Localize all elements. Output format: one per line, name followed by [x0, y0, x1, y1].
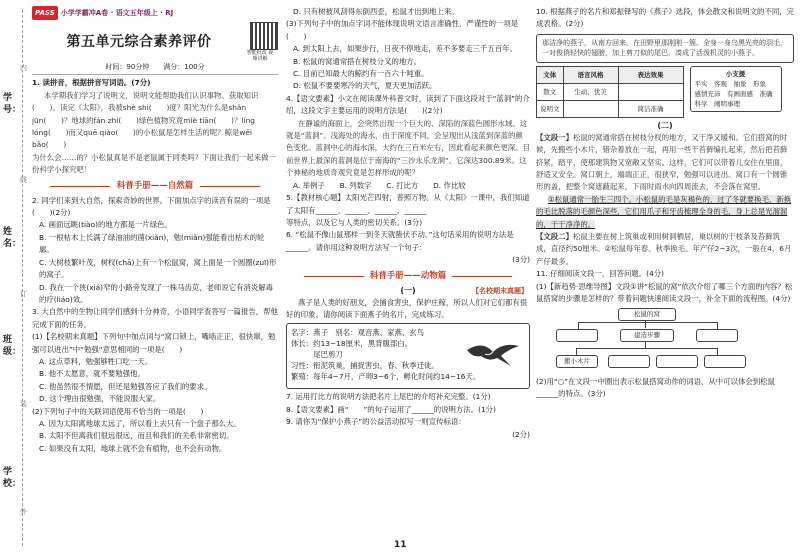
name-label: 姓名：: [3, 227, 22, 249]
passage-2-head: 【文段二】: [536, 232, 573, 242]
table-header: 语言风格: [563, 66, 618, 83]
page-number: 11: [394, 540, 407, 550]
table-cell: 简洁准确: [618, 100, 683, 117]
q3-3-option: D. 松鼠不要要寒冷的天气，夏天更加活跃。: [293, 81, 437, 91]
exam-title: 第五单元综合素养评价: [66, 34, 212, 51]
support-box: [690, 66, 782, 112]
card-line: 体长：约13~18厘米，黑背腹部白。: [291, 339, 413, 349]
flow-connector: [645, 320, 646, 328]
question-1: 1. 读拼音，根据拼音写词语。(7分): [32, 78, 151, 88]
question-9: 9. 请你为“保护小燕子”的公益活动拟写一则宣传标语：: [286, 417, 466, 427]
flow-connector: [576, 348, 718, 355]
qr-block[interactable]: [246, 22, 278, 62]
support-title: 小支援: [725, 69, 746, 78]
q3-3-option: A. 到太阳上去，如果步行，日夜不停地走，差不多要走三千五百年。: [293, 44, 517, 54]
school-label: 学校：: [3, 467, 22, 489]
flow-blank[interactable]: [704, 355, 746, 368]
q3-3-option: C. 目前已知最大的鲸约有一百六十吨重。: [293, 69, 429, 79]
swallow-card: [286, 323, 530, 389]
q2-option: A. 画面远眺(tiào)的地方都是一片绿色。: [39, 220, 172, 230]
q4-options: A. 举例子 B. 列数字 C. 打比方 D. 作比较: [293, 180, 466, 190]
passage-1: [536, 132, 794, 194]
student-id-label: 学号：: [3, 93, 22, 115]
table-row: [537, 83, 684, 100]
question-3-1: (1)【名校期末真题】下列句中加点词与“窝口锁上，嘴啮正正，很快窜，勉强可以进出”中“勉强”意思相同的一项是( ): [32, 332, 276, 354]
q3-1-option: C. 他虽然很不情愿，但还是勉强答应了我们的要求。: [39, 381, 212, 391]
binding-mark: 内: [20, 64, 27, 72]
flow-mid: 建造步骤: [620, 329, 674, 342]
flow-connector: [578, 322, 718, 329]
table-header: 表达效果: [618, 66, 683, 83]
answer-cell[interactable]: [563, 100, 618, 117]
column-3: [536, 6, 794, 400]
series-header: [32, 6, 278, 20]
flow-connector: [645, 341, 646, 348]
question-11-2: (2)用“○”在文段一中圈出表示松鼠搭窝动作的词语，从中可以体会到松鼠______的特点。(3分): [536, 376, 775, 398]
binding-mark: 装: [20, 400, 27, 408]
flow-blank[interactable]: [656, 355, 698, 368]
q2-option: B. 一根枯木上长满了绿油油的菌(xiǎn)，勉(miǎn)强能看出枯木的轮廓。: [39, 232, 265, 255]
q3-1-option: D. 只有树被风刮得东倒西歪，松鼠才出到地上来。: [293, 7, 459, 16]
table-cell: 生动、优美: [563, 83, 618, 100]
answer-cell[interactable]: [618, 83, 683, 100]
excerpt-box: 那洁净的燕子，从南方回来，在田野里那刚刚一簇。全身一身乌黑光亮的羽毛，一对俊俏轻快的翅膀，加上剪刀似的尾巴，凑成了活泼机灵的小燕子。: [536, 34, 794, 63]
title-row: [32, 22, 278, 62]
q3-1-option: A. 这点草料，勉强够牲口吃一天。: [39, 356, 153, 366]
column-1: [32, 6, 278, 455]
qr-code-icon[interactable]: [250, 22, 278, 50]
section-heading-nature: 科普手册——自然篇: [32, 179, 278, 193]
binding-mark: 订: [20, 290, 27, 298]
q4-passage: 在静谧的海面上，会突然出现一个巨大的、深陷的深蓝色圆形水域。这就是“蓝洞”。浅海处的海水，由于深度不同，会呈现出从浅蓝到深蓝的颜色变化。蓝洞中心的海水深，大约在三百米左右，因此看起来颜色更深。目前世界上最深的蓝洞是位于南海的“三沙永乐龙洞”，它深达300.89米。这个神秘的地质奇观究竟是怎样形成的呢？: [286, 118, 530, 178]
table-cell: 说明文: [537, 100, 564, 117]
passage-1-marked: ①松鼠通常一胎生三四个。小松鼠的毛是灰褐色的，过了冬就要换毛，新换的毛比脱落的毛颜色深些，它们用爪子和牙齿梳理全身的毛，身上总是光溜溜的，干干净净的。: [536, 194, 792, 229]
table-header: 文体: [537, 66, 564, 83]
source-tag: 【名校期末真题】: [472, 286, 528, 295]
swallow-intro: 燕子是人类的好朋友，会捕食害虫，保护庄稼，所以人们对它们都有很好的印象。请你阅读下面燕子的名片，完成练习。: [286, 297, 528, 319]
flow-blank[interactable]: [608, 355, 650, 368]
brand-logo: PASS: [32, 6, 58, 20]
q3-2-option: C. 如果没有太阳，地球上就不会有植物，也不会有动物。: [39, 443, 227, 453]
section-heading-animals: 科普手册——动物篇: [286, 269, 530, 283]
question-11-1: (1)【新趋势·思维导图】文段①讲“松鼠的窝”依次介绍了哪三个方面的内容？松鼠搭窝的步骤是怎样的？带着问题快速阅读文段一，补全下面的流程图。(4分): [536, 281, 793, 304]
binding-mark: 外: [20, 508, 27, 516]
q9-score: (2分): [512, 429, 530, 439]
q3-1-option: B. 他不太愿意，就不要勉强他。: [39, 369, 145, 379]
question-11: 11. 仔细阅读文段一，回答问题。(4分): [536, 269, 665, 279]
q1-text: 本学期我们学习了说明文，说明文能帮助我们认识事物、获取知识( )。读完《太阳》，我被shè shì( )度？阳光为什么是shǎn jūn( )？地球的fán zhí( )绿色植物究竟miè tiān( )？líng lóng( )而又quē qiào( )的小松鼠是怎样生活的呢？鲸是wēi bǎo( ): [32, 90, 259, 150]
comparison-table: [536, 66, 684, 118]
card-line: 繁殖：每年4~7月，产卵3~6个，孵化时间约14~16天。: [291, 372, 481, 382]
flow-step: 搬小木片: [556, 355, 598, 368]
question-8: 8.【语文要素】画“ ”的句子运用了______的说明方法。(1分): [286, 404, 496, 414]
card-line: 尾巴剪刀: [291, 350, 343, 360]
question-6: 6. “松鼠不像山鼠那样一到冬天就蛰伏不动。”这句话采用的说明方法是______。请你用这种说明方法写一个句子：: [286, 230, 514, 252]
question-3-3: (3)下列句子中的加点字词不能体现说明文语言准确性、严谨性的一项是( ): [286, 19, 519, 41]
question-3: 3. 大自然中的生物让同学们感到十分神奇，小语同学查答写一篇报告，帮他完成下面的任务。: [32, 307, 278, 329]
passage-1-text: 松鼠的窝通常搭在树枝分杈的地方，又干净又暖和。它们搭窝的时候，先搬些小木片，错杂着放在一起，再用一些干苔藓编扎起来，然后把苔藓挤紧，踏平，使那建筑物又宽敞又坚实。这样，它们可以带着儿女住在里面，舒适又安全。窝口朝上，端端正正，很狭窄，勉强可以进出。窝口有一个圆锥形的盖，把整个窝遮蔽起来，下雨时雨水向四周流去，不会落在窝里。: [536, 132, 788, 192]
card-line: 习性：衔泥筑巢，捕捉害虫，春、秋季迁徙。: [291, 361, 439, 371]
binding-mark: 线: [20, 176, 27, 184]
q6-score: (3分): [512, 255, 530, 265]
cut-line: [22, 10, 23, 546]
binding-strip: [0, 0, 28, 556]
subsection-1: [286, 285, 530, 297]
swallow-icon: [463, 336, 523, 370]
q3-2-option: B. 太阳不但离我们很远很远，而且和我们的关系非常密切。: [39, 431, 234, 441]
subsection-2: (二): [657, 120, 673, 130]
q3-3-option: B. 松鼠的窝通常搭在树枝分叉的地方。: [293, 56, 422, 66]
table-row: [537, 100, 684, 117]
question-4: 4.【语文要素】小文在阅读课外科普文时，读到了下面这段对于“蓝洞”的介绍，这段文字主要运用的说明方法是( )(2分): [286, 93, 530, 116]
flowchart: [556, 308, 756, 374]
question-2: 2. 同学们来到大自然，探索奇妙的世界。下面加点字的读音有误的一项是( )(2分): [32, 195, 271, 218]
passage-1-head: 【文段一】: [536, 132, 573, 142]
support-words: 平实 客观 抽象 形象 感情充沛 有画面感 准确科学 阐明事理: [694, 79, 773, 108]
flow-blank[interactable]: [696, 329, 738, 342]
q2-option: C. 大树枝繁叶茂，树杈(chā)上有一个松鼠窝，窝上面是一个圆圈(zuī)形的窝子。: [39, 257, 277, 280]
qr-caption: 智能批改 视频讲解: [246, 50, 274, 63]
class-label: 班级：: [3, 335, 22, 357]
question-5-cont: 等特点，以及它与人类的密切关系。(3分): [286, 217, 423, 227]
subsection-1-label: (一): [400, 285, 416, 295]
passage-2-text: 松鼠主要在树上筑巢或利用树洞栖居，巢以树的干枝条及苔藓筑成，直径约50厘米。②松鼠每年春、秋季换毛。年产仔2~3次，一般在4、6月产仔最多。: [536, 232, 792, 266]
series-title: 小学学霸冲A卷 · 语文五年级上 · RJ: [60, 9, 174, 17]
question-7: 7. 运用打比方的说明方法把名片上尾巴的介绍补充完整。(1分): [286, 392, 491, 402]
q3-2-option: A. 因为太阳离地球太远了，所以看上去只有一个盘子那么大。: [39, 418, 241, 428]
card-line: 名字：燕子 别名：观音燕、家燕、玄鸟: [291, 328, 425, 338]
column-2: [286, 6, 530, 441]
question-3-2: (2)下列句子中的关联词语使用不恰当的一项是( ): [32, 406, 204, 416]
q3-1-option: D. 这个理由很勉强，不能说服大家。: [39, 394, 161, 404]
passage-2: [536, 231, 794, 268]
exam-meta: 时间：90分钟 满分：100分: [32, 62, 278, 75]
table-cell: 散文: [537, 83, 564, 100]
comparison-area: [536, 66, 794, 118]
flow-root: 松鼠的窝: [618, 308, 676, 321]
question-5: 5.【教材核心题】太阳光芒四射，普照万物。从《太阳》一课中，我们知道了太阳有______、______、______、______: [286, 193, 530, 215]
flow-blank[interactable]: [556, 329, 598, 342]
q2-option: D. 我在一个狭(xiá)窄的小路旁发现了一株马齿苋，老师说它有消炎解毒的疗(liáo)效。: [39, 282, 274, 304]
q1-text: 为什么会……的？小松鼠真是不是老鼠属于同类吗？下面让我们一起来做一份科学小探究吧！: [32, 152, 276, 175]
question-10: 10. 根据燕子的名片和郑振铎写的《燕子》选段，体会散文和说明文的不同，完成表格。(2分): [536, 7, 794, 29]
